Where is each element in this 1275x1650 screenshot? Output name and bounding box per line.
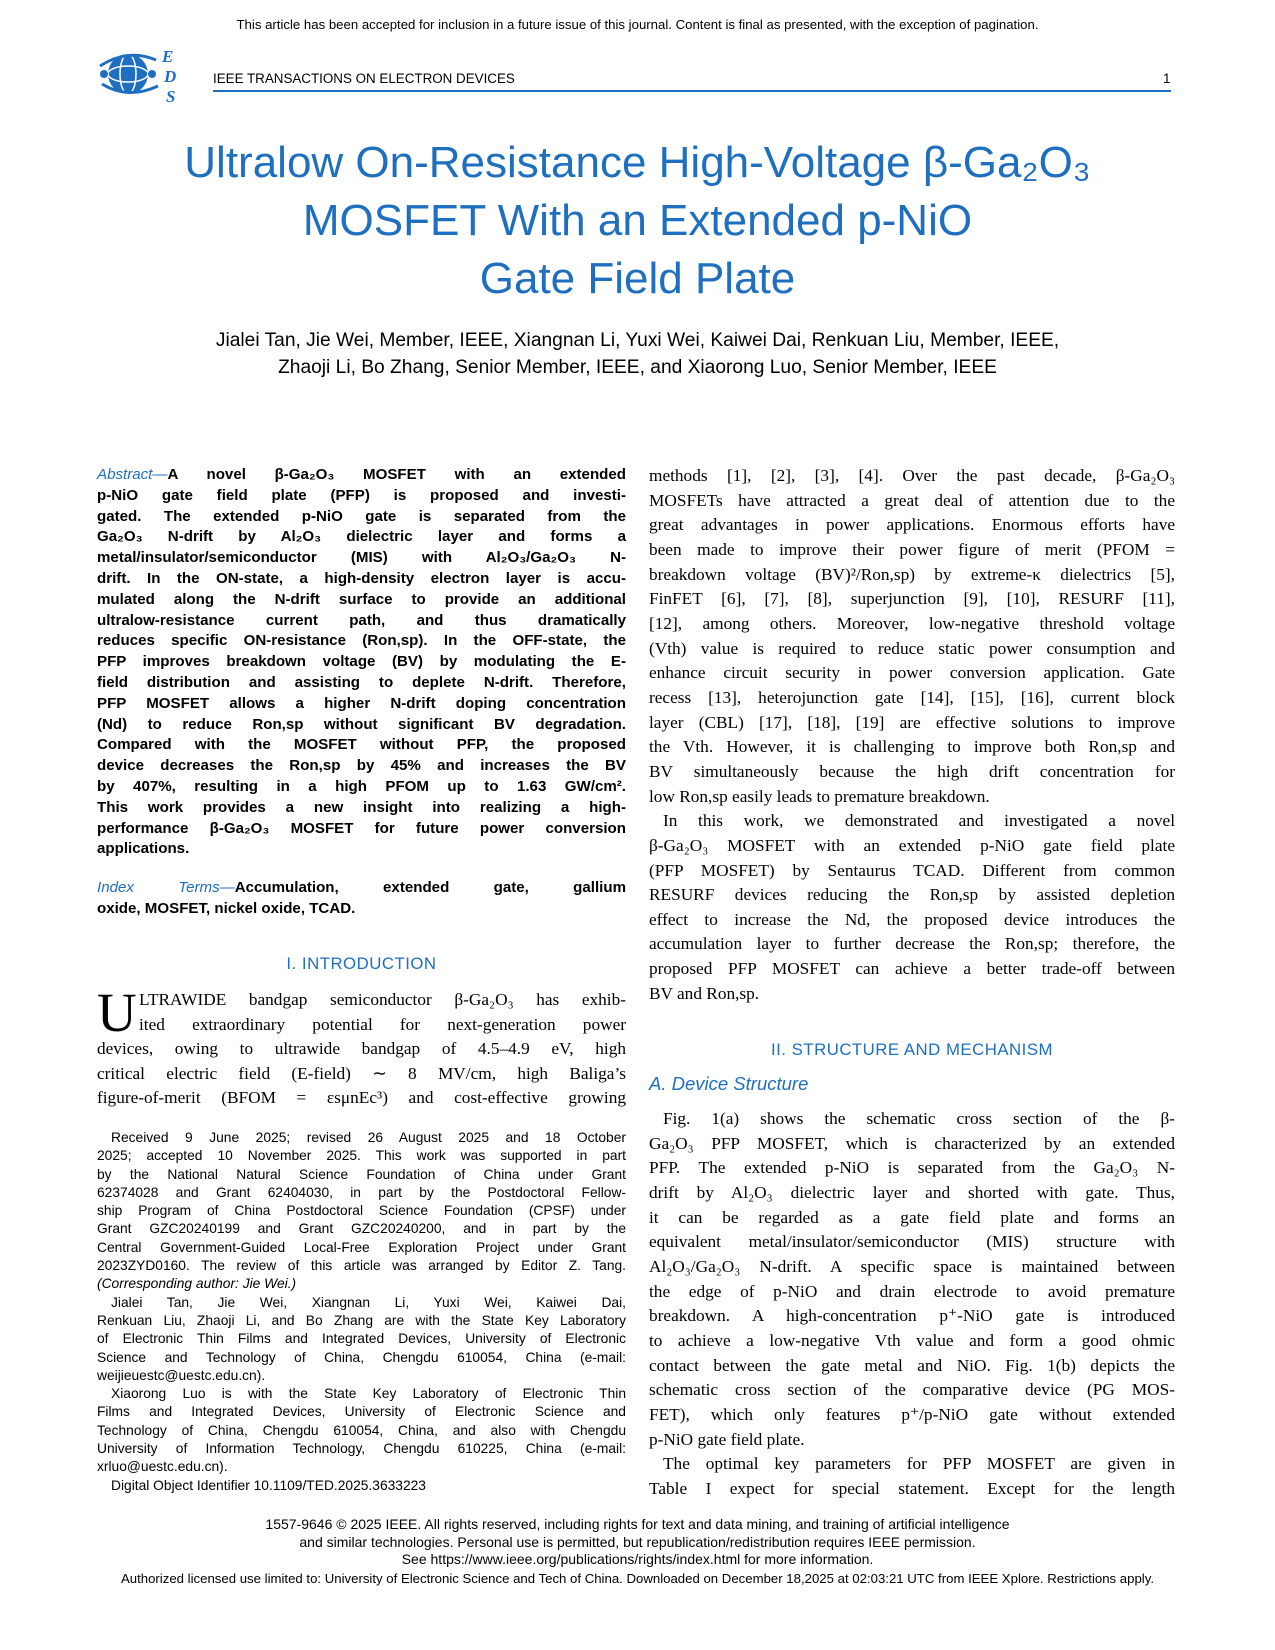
intro-line: figure-of-merit (BFOM = εsμnEc³) and cost-effective growing	[97, 1088, 626, 1108]
page-number: 1	[1163, 71, 1171, 86]
body-line: The optimal key parameters for PFP MOSFET are given in	[663, 1454, 1175, 1474]
abstract-line: ultralow-resistance current path, and thus dramatically	[97, 611, 626, 629]
index-terms	[97, 878, 626, 920]
intro-line: ited extraordinary potential for next-generation power	[139, 1014, 626, 1034]
body-line: drift by Al₂O₃ dielectric layer and shorted with gate. Thus,	[649, 1182, 1175, 1202]
intro-line: LTRAWIDE bandgap semiconductor β-Ga₂O₃ has exhib-	[139, 990, 626, 1009]
body-line: methods [1], [2], [3], [4]. Over the past decade, β-Ga₂O₃	[649, 466, 1175, 485]
body-line: β-Ga₂O₃ MOSFET with an extended p-NiO gate field plate	[649, 835, 1175, 855]
footnote-line: by the National Natural Science Foundation of China under Grant	[97, 1166, 626, 1182]
author-line: Zhaoji Li, Bo Zhang, Senior Member, IEEE, and Xiaorong Luo, Senior Member, IEEE	[278, 357, 997, 378]
abstract-line: gated. The extended p-NiO gate is separated from the	[97, 507, 626, 525]
footnote-line: 2023ZYD0160. The review of this article was arranged by Editor Z. Tang.	[97, 1258, 626, 1274]
abstract-line: Abstract—A novel β-Ga₂O₃ MOSFET with an extended	[97, 466, 626, 483]
right-column-text	[649, 464, 1175, 1006]
footnote-line: Grant GZC20240199 and Grant GZC20240200, and in part by the	[97, 1221, 626, 1237]
footnote-line: Xiaorong Luo is with the State Key Laboratory of Electronic Thin	[111, 1386, 626, 1402]
author-list	[80, 327, 1195, 381]
svg-text:E: E	[162, 47, 174, 66]
abstract-line: PFP improves breakdown voltage (BV) by modulating the E-	[97, 653, 626, 671]
body-line: layer (CBL) [17], [18], [19] are effective solutions to improve	[649, 712, 1175, 732]
doi: Digital Object Identifier 10.1109/TED.2025.3633223	[111, 1477, 426, 1493]
body-line: it can be regarded as a gate field plate and forms an	[649, 1207, 1175, 1227]
abstract-line: metal/insulator/semiconductor (MIS) with Al₂O₃/Ga₂O₃ N-	[97, 549, 626, 567]
body-line: proposed PFP MOSFET can achieve a better trade-off between	[649, 959, 1175, 979]
body-line: Al₂O₃/Ga₂O₃ N-drift. A specific space is maintained between	[649, 1256, 1175, 1276]
abstract-line: PFP MOSFET allows a higher N-drift doping concentration	[97, 694, 626, 712]
abstract-line: field distribution and assisting to deplete N-drift. Therefore,	[97, 673, 626, 691]
copyright-line: 1557-9646 © 2025 IEEE. All rights reserved, including rights for text and data mining, and training of artificial intelligence	[265, 1516, 1010, 1532]
body-line: PFP. The extended p-NiO is separated from the Ga₂O₃ N-	[649, 1158, 1175, 1178]
author-line: Jialei Tan, Jie Wei, Member, IEEE, Xiangnan Li, Yuxi Wei, Kaiwei Dai, Renkuan Liu, Member, IEEE,	[215, 330, 1060, 351]
body-line: BV simultaneously because the high drift concentration for	[649, 761, 1175, 781]
body-line: breakdown. A high-concentration p⁺-NiO gate is introduced	[649, 1306, 1175, 1326]
footnote-line: Received 9 June 2025; revised 26 August 2025 and 18 October	[111, 1130, 626, 1145]
title-line: Gate Field Plate	[479, 254, 796, 303]
body-line: been made to improve their power figure of merit (PFOM =	[649, 539, 1175, 559]
body-line: effect to increase the Nd, the proposed device introduces the	[649, 909, 1175, 929]
body-line: contact between the gate metal and NiO. Fig. 1(b) depicts the	[649, 1355, 1175, 1375]
body-line: great advantages in power applications. Enormous efforts have	[649, 515, 1175, 535]
abstract-line: drift. In the ON-state, a high-density electron layer is accu-	[97, 569, 626, 587]
abstract-line: p-NiO gate field plate (PFP) is proposed and investi-	[97, 486, 626, 504]
intro-line: devices, owing to ultrawide bandgap of 4.5–4.9 eV, high	[97, 1039, 626, 1059]
abstract-label: Abstract—	[97, 466, 168, 483]
subsection-heading-device-structure: A. Device Structure	[649, 1073, 809, 1094]
abstract-line: device decreases the Ron,sp by 45% and increases the BV	[97, 757, 626, 775]
body-line: Table I expect for special statement. Except for the length	[649, 1478, 1175, 1498]
body-line: BV and Ron,sp.	[649, 983, 760, 1003]
abstract-line: This work provides a new insight into realizing a high-	[97, 798, 626, 816]
body-line: Fig. 1(a) shows the schematic cross section of the β-	[663, 1109, 1175, 1128]
abstract-line: by 407%, resulting in a high PFOM up to 1.63 GW/cm².	[97, 777, 626, 795]
body-line: equivalent metal/insulator/semiconductor (MIS) structure with	[649, 1232, 1175, 1252]
body-line: MOSFETs have attracted a great deal of attention due to the	[649, 490, 1175, 510]
footnote-email: xrluo@uestc.edu.cn).	[97, 1459, 228, 1475]
intro-line: critical electric field (E-field) ∼ 8 MV/cm, high Baliga’s	[97, 1063, 626, 1083]
abstract	[97, 465, 626, 860]
abstract-line: reduces specific ON-resistance (Ron,sp). In the OFF-state, the	[97, 632, 626, 650]
svg-text:S: S	[166, 87, 176, 106]
acceptance-notice: This article has been accepted for inclusion in a future issue of this journal. Content is final as presented, with the exception of pagination.	[236, 17, 1039, 32]
footnote	[97, 1129, 626, 1495]
copyright-notice	[0, 1516, 1275, 1569]
copyright-line: See https://www.ieee.org/publications/rights/index.html for more information.	[401, 1551, 874, 1567]
title-line: Ultralow On-Resistance High-Voltage β-Ga₂O₃	[184, 138, 1091, 187]
copyright-line: and similar technologies. Personal use is permitted, but republication/redistribution requires IEEE permission.	[299, 1533, 976, 1550]
body-line: recess [13], heterojunction gate [14], [15], [16], current block	[649, 687, 1175, 707]
abstract-line: Compared with the MOSFET without PFP, the proposed	[97, 736, 626, 754]
index-terms-line: Index Terms—Accumulation, extended gate, gallium	[97, 879, 626, 896]
section-heading-structure: II. STRUCTURE AND MECHANISM	[770, 1040, 1054, 1059]
index-terms-line: oxide, MOSFET, nickel oxide, TCAD.	[97, 899, 356, 917]
globe-icon	[98, 44, 186, 106]
introduction-text	[97, 982, 626, 1111]
footnote-line: University of Information Technology, Chengdu 610225, China (e-mail:	[97, 1441, 626, 1457]
body-line: RESURF devices reducing the Ron,sp by assisted depletion	[649, 885, 1175, 905]
footnote-line: 62374028 and Grant 62404030, in part by the Postdoctoral Fellow-	[97, 1184, 626, 1200]
footnote-line: Technology of China, Chengdu 610054, China, and also with Chengdu	[97, 1422, 626, 1438]
device-structure-text	[649, 1107, 1175, 1502]
body-line: In this work, we demonstrated and investigated a novel	[663, 811, 1175, 831]
footnote-line: Films and Integrated Devices, University of Electronic Science and	[97, 1404, 626, 1420]
body-line: (Vth) value is required to reduce static power consumption and	[649, 638, 1175, 658]
body-line: (PFP MOSFET) by Sentaurus TCAD. Different from common	[649, 860, 1175, 880]
corresponding-author: (Corresponding author: Jie Wei.)	[97, 1276, 297, 1292]
footnote-line: Renkuan Liu, Zhaoji Li, and Bo Zhang are with the State Key Laboratory	[97, 1312, 626, 1328]
body-line: [12], among others. Moreover, low-negative threshold voltage	[649, 613, 1175, 633]
footnote-line: of Electronic Thin Films and Integrated Devices, University of Electronic	[97, 1331, 626, 1347]
body-line: schematic cross section of the comparative device (PG MOS-	[649, 1380, 1175, 1400]
body-line: breakdown voltage (BV)²/Ron,sp) by extreme-κ dielectrics [5],	[649, 564, 1175, 584]
body-line: enhance circuit security in power conversion application. Gate	[649, 663, 1175, 683]
abstract-line: (Nd) to reduce Ron,sp without significant BV degradation.	[97, 715, 626, 733]
abstract-line: performance β-Ga₂O₃ MOSFET for future power conversion	[97, 819, 626, 837]
body-line: the edge of p-NiO and drain electrode to avoid premature	[649, 1281, 1175, 1301]
abstract-line: applications.	[97, 840, 190, 858]
footnote-line: Science and Technology of China, Chengdu 610054, China (e-mail:	[97, 1349, 626, 1365]
header-rule	[213, 90, 1171, 92]
body-line: p-NiO gate field plate.	[649, 1429, 805, 1449]
abstract-line: mulated along the N-drift surface to provide an additional	[97, 590, 626, 608]
paper-title	[90, 134, 1185, 308]
body-line: FET), which only features p⁺/p-NiO gate without extended	[649, 1404, 1175, 1424]
body-line: the Vth. However, it is challenging to improve both Ron,sp and	[649, 737, 1175, 757]
footnote-line: Central Government-Guided Local-Free Exploration Project under Grant	[97, 1239, 626, 1255]
svg-text:D: D	[164, 67, 177, 86]
body-line: Ga₂O₃ PFP MOSFET, which is characterized by an extended	[649, 1133, 1175, 1153]
journal-name: IEEE TRANSACTIONS ON ELECTRON DEVICES	[213, 71, 515, 86]
drop-cap: U	[97, 982, 137, 1043]
authorized-use-notice: Authorized licensed use limited to: University of Electronic Science and Tech of China. Downloaded on December 18,2025 at 02:03:21 UTC from IEEE Xplore. Restrictions apply.	[120, 1571, 1155, 1586]
footnote-line: ship Program of China Postdoctoral Science Foundation (CPSF) under	[97, 1203, 626, 1219]
eds-logo	[98, 44, 186, 106]
footnote-line: 2025; accepted 10 November 2025. This work was supported in part	[97, 1148, 626, 1164]
section-heading-introduction: I. INTRODUCTION	[286, 954, 437, 973]
index-terms-label: Index Terms—	[97, 879, 235, 896]
body-line: FinFET [6], [7], [8], superjunction [9], [10], RESURF [11],	[649, 589, 1175, 609]
title-line: MOSFET With an Extended p-NiO	[302, 196, 973, 245]
body-line: to achieve a low-negative Vth value and form a good ohmic	[649, 1330, 1175, 1350]
body-line: accumulation layer to further decrease the Ron,sp; therefore, the	[649, 934, 1175, 954]
footnote-email: weijieuestc@uestc.edu.cn).	[97, 1367, 266, 1383]
abstract-line: Ga₂O₃ N-drift by Al₂O₃ dielectric layer and forms a	[97, 528, 626, 546]
body-line: low Ron,sp easily leads to premature breakdown.	[649, 786, 990, 806]
footnote-line: Jialei Tan, Jie Wei, Xiangnan Li, Yuxi Wei, Kaiwei Dai,	[111, 1294, 626, 1310]
